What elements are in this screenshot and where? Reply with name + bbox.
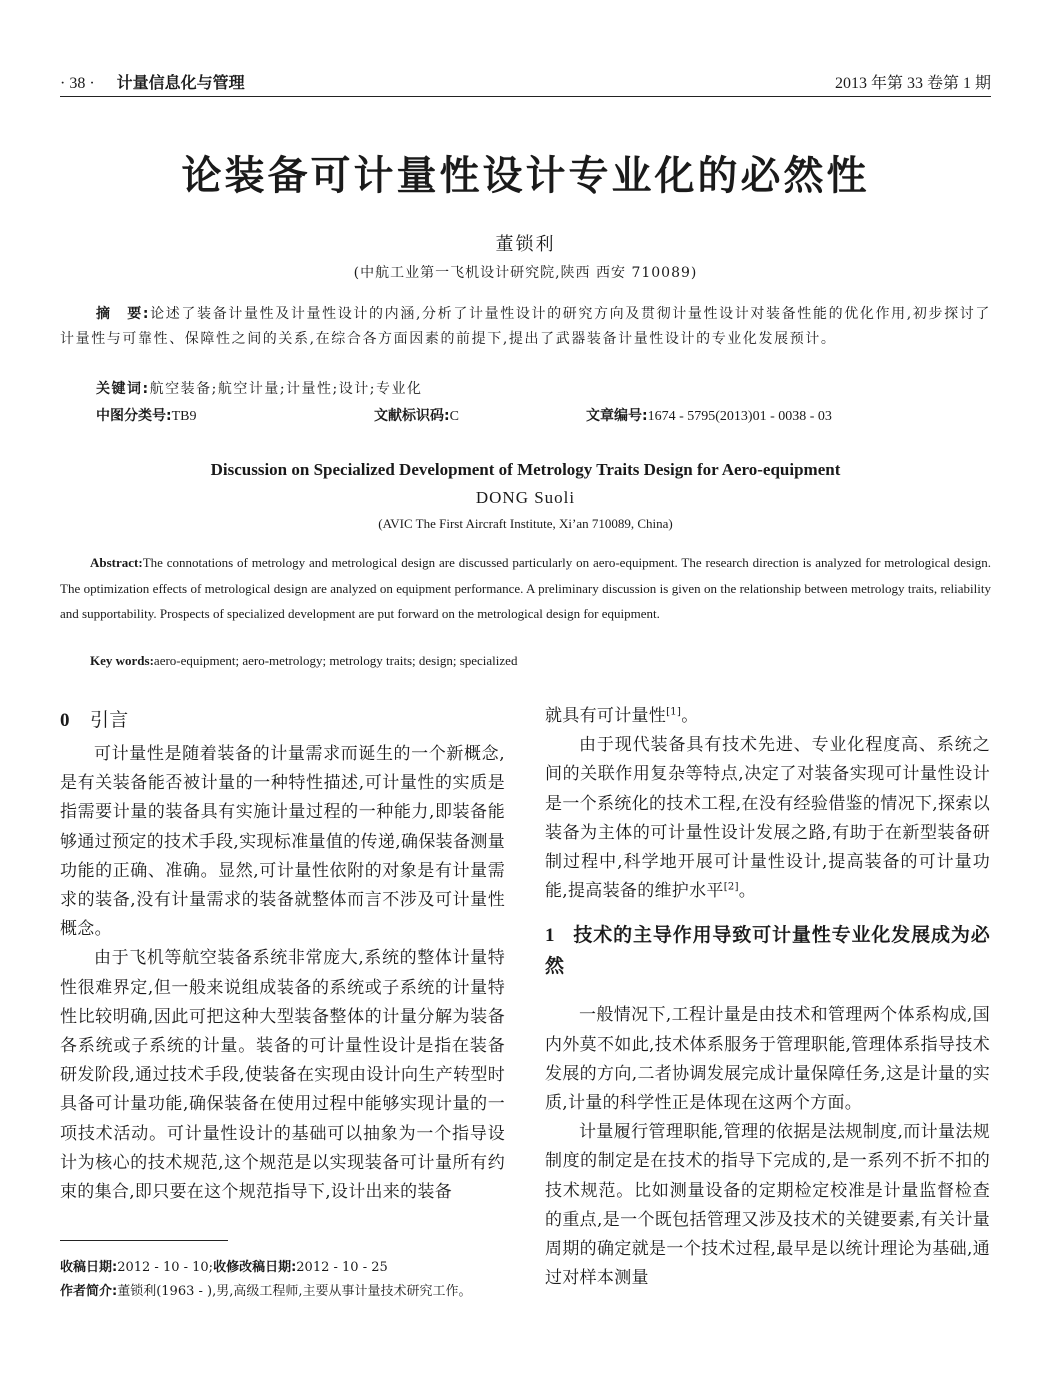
abstract-en — [60, 550, 991, 627]
section-0-heading — [60, 705, 505, 736]
section-0-paragraph-4: 由于现代装备具有技术先进、专业化程度高、系统之间的关联作用复杂等特点,决定了对装备实现可计量性设计是一个系统化的技术工程,在没有经验借鉴的情况下,探索以装备为主体的可计量性设计发展之路,有助于在新型装备研制过程中,科学地开展可计量性设计,提高装备的可计量功能,提高装备的维护水平[2]。 — [545, 735, 990, 902]
affiliation-cn: (中航工业第一飞机设计研究院,陕西 西安 710089) — [353, 265, 698, 281]
abstract-en-label: Abstract: — [90, 555, 143, 570]
section-1-number: 1 — [545, 925, 555, 947]
section-1-paragraph-2: 计量履行管理职能,管理的依据是法规制度,而计量法规制度的制定是在技术的指导下完成的,是一系列不折不扣的技术规范。比如测量设备的定期检定校准是计量监督检查的重点,是一个既包括管理又涉及技术的关键要素,有关计量周期的确定就是一个技术过程,最早是以统计理论为基础,通过对样本测量 — [545, 1122, 990, 1289]
section-1-title: 技术的主导作用导致可计量性专业化发展成为必然 — [545, 924, 990, 978]
section-0-title: 引言 — [90, 709, 129, 731]
body-column-right — [545, 702, 990, 1293]
affiliation-en: (AVIC The First Aircraft Institute, Xi’an 710089, China) — [378, 516, 673, 531]
received-dates: 收稿日期:2012 - 10 - 10;收修改稿日期:2012 - 10 - 25 — [60, 1260, 388, 1275]
running-header-left — [60, 70, 245, 93]
section-1-heading — [545, 920, 990, 981]
keywords-en-text: aero-equipment; aero-metrology; metrology traits; design; specialized — [153, 653, 518, 668]
author-en: DONG Suoli — [475, 488, 576, 507]
footnote — [60, 1256, 510, 1304]
keywords-en — [90, 653, 517, 669]
author-cn: 董锁利 — [495, 234, 556, 255]
header-divider — [60, 96, 991, 97]
abstract-cn-text: 论述了装备计量性及计量性设计的内涵,分析了计量性设计的研究方向及贯彻计量性设计对装备性能的优化作用,初步探讨了计量性与可靠性、保障性之间的关系,在综合各方面因素的前提下,提出了武器装备计量性设计的专业化发展预计。 — [60, 306, 991, 347]
author-bio: 作者简介:董锁利(1963 - ),男,高级工程师,主要从事计量技术研究工作。 — [60, 1284, 472, 1299]
body-column-left — [60, 705, 505, 1207]
section-0-number: 0 — [60, 710, 70, 731]
section-0-paragraph-2: 由于飞机等航空装备系统非常庞大,系统的整体计量特性很难界定,但一般来说组成装备的系统或子系统的计量特性比较明确,因此可把这种大型装备整体的计量分解为装备各系统或子系统的计量。装备的可计量性设计是指在装备研发阶段,通过技术手段,使装备在实现由设计向生产转型时具备可计量功能,确保装备在使用过程中能够实现计量的一项技术活动。可计量性设计的基础可以抽象为一个指导设计为核心的技术规范,这个规范是以实现装备可计量所有约束的集合,即只要在这个规范指导下,设计出来的装备 — [60, 948, 505, 1203]
page-number: · 38 · — [60, 75, 95, 92]
section-0-paragraph-3: 就具有可计量性[1]。 — [545, 706, 699, 726]
abstract-en-text: The connotations of metrology and metrological design are discussed particularly on aero-equipment. The research direction is analyzed for metrological design. The optimization effects of metrological design are analyzed on equipment performance. A preliminary discussion is given on the relationship between metrology traits, reliability and supportability. Prospects of specialized development are put forward on the metrological design for equipment. — [60, 555, 991, 621]
paper-title-cn: 论装备可计量性设计专业化的必然性 — [181, 153, 870, 199]
keywords-cn — [96, 378, 422, 398]
clc-number: 中图分类号:TB9 — [96, 408, 197, 424]
section-1-paragraph-1: 一般情况下,工程计量是由技术和管理两个体系构成,国内外莫不如此,技术体系服务于管理职能,管理体系指导技术发展的方向,二者协调发展完成计量保障任务,这是计量的实质,计量的科学性正是体现在这两个方面。 — [545, 1005, 990, 1114]
journal-name: 计量信息化与管理 — [116, 73, 245, 92]
section-0-paragraph-1: 可计量性是随着装备的计量需求而诞生的一个新概念,是有关装备能否被计量的一种特性描述,可计量性的实质是指需要计量的装备具有实施计量过程的一种能力,即装备能够通过预定的技术手段,实现标准量值的传递,确保装备测量功能的正确、准确。显然,可计量性依附的对象是有计量需求的装备,没有计量需求的装备就整体而言不涉及可计量性概念。 — [60, 744, 505, 940]
paper-title-en: Discussion on Specialized Development of Metrology Traits Design for Aero-equipment — [210, 460, 841, 479]
keywords-en-label: Key words: — [90, 653, 154, 668]
issue-info: 2013 年第 33 卷第 1 期 — [834, 75, 991, 92]
keywords-cn-label: 关键词: — [96, 381, 150, 397]
citation-2: [2] — [723, 881, 739, 893]
keywords-cn-text: 航空装备;航空计量;计量性;设计;专业化 — [149, 381, 423, 397]
citation-1: [1] — [666, 706, 682, 718]
article-number: 文章编号:1674 - 5795(2013)01 - 0038 - 03 — [586, 408, 832, 424]
abstract-cn-label: 摘 要: — [96, 306, 151, 322]
footnote-divider — [60, 1240, 228, 1241]
abstract-cn — [60, 302, 991, 352]
document-code: 文献标识码:C — [374, 408, 459, 424]
